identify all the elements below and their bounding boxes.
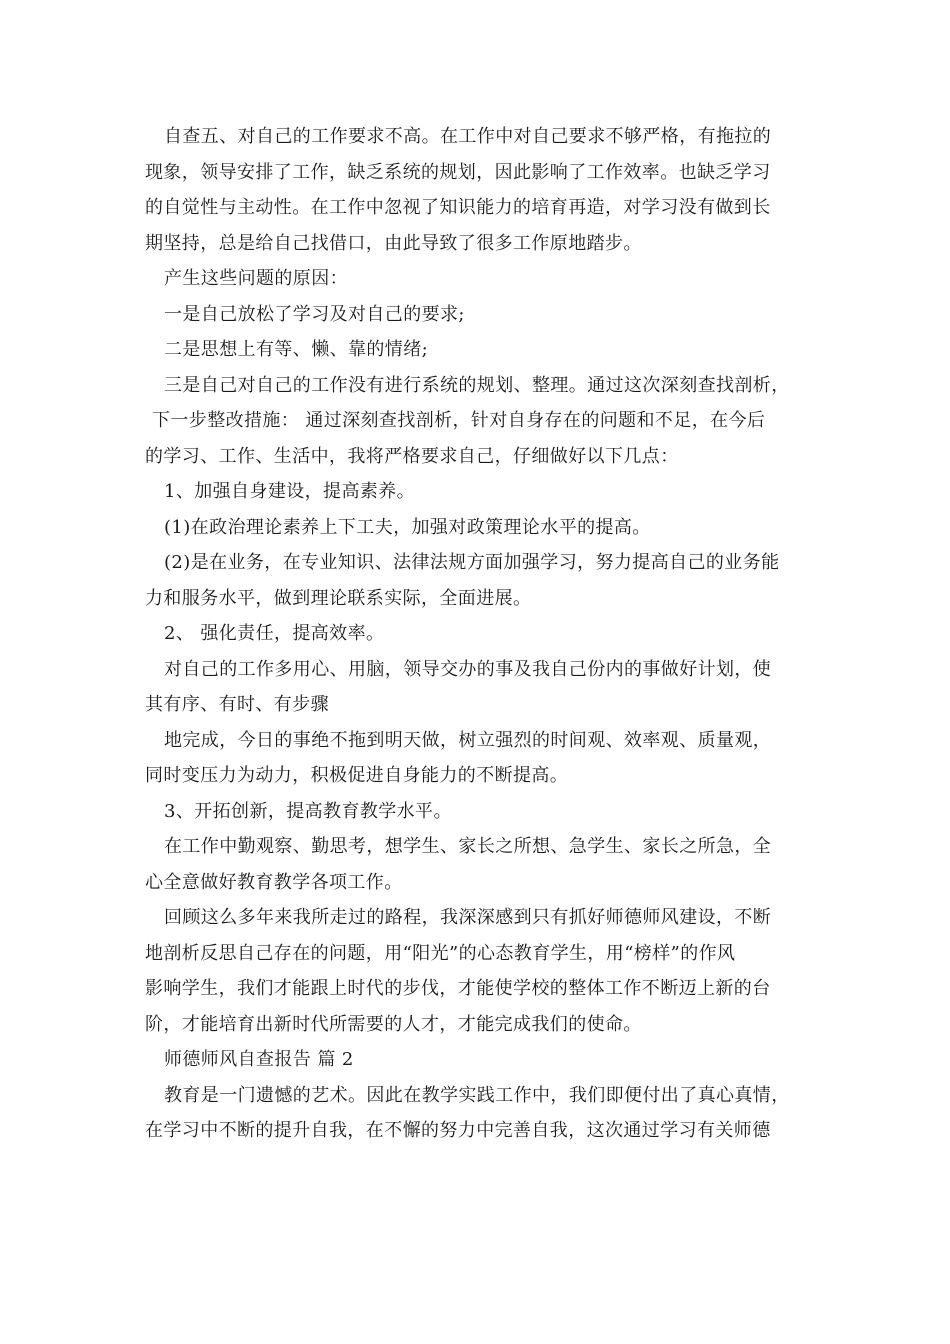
text-line: 的自觉性与主动性。在工作中忽视了知识能力的培育再造，对学习没有做到长 [145, 197, 771, 218]
document-body [145, 119, 805, 1149]
text-line: 二是思想上有等、懒、靠的情绪; [164, 339, 429, 360]
text-line: 在学习中不断的提升自我，在不懈的努力中完善自我，这次通过学习有关师德 [145, 1120, 771, 1141]
text-line: 下一步整改措施： 通过深刻查找剖析，针对自身存在的问题和不足，在今后 [152, 410, 766, 431]
text-line: 师德师风自查报告 篇 2 [164, 1049, 354, 1070]
text-line: (2)是在业务，在专业知识、法律法规方面加强学习，努力提高自己的业务能 [164, 552, 780, 573]
text-line: 自查五、对自己的工作要求不高。在工作中对自己要求不够严格，有拖拉的 [164, 126, 772, 147]
text-line: 心全意做好教育教学各项工作。 [145, 871, 403, 893]
text-line: 对自己的工作多用心、用脑，领导交办的事及我自己份内的事做好计划，使 [164, 658, 772, 680]
text-line: 同时变压力为动力，积极促进自身能力的不断提高。 [145, 765, 569, 786]
text-line: 回顾这么多年来我所走过的路程，我深深感到只有抓好师德师风建设，不断 [164, 907, 772, 928]
text-line: (1)在政治理论素养上下工夫，加强对政策理论水平的提高。 [164, 516, 651, 538]
text-line: 影响学生，我们才能跟上时代的步伐，才能使学校的整体工作不断迈上新的台 [145, 978, 771, 999]
text-line: 期坚持，总是给自己找借口，由此导致了很多工作原地踏步。 [145, 232, 642, 254]
text-line: 地完成，今日的事绝不拖到明天做，树立强烈的时间观、效率观、质量观， [164, 729, 772, 751]
text-line: 2、 强化责任，提高效率。 [164, 623, 385, 644]
text-line: 其有序、有时、有步骤 [145, 694, 329, 715]
text-line: 在工作中勤观察、勤思考，想学生、家长之所想、急学生、家长之所急，全 [164, 836, 772, 857]
text-line: 教育是一门遗憾的艺术。因此在教学实践工作中，我们即便付出了真心真情， [164, 1084, 790, 1106]
text-line: 1、加强自身建设，提高素养。 [164, 481, 416, 502]
text-line: 一是自己放松了学习及对自己的要求; [164, 303, 465, 325]
text-line: 地剖析反思自己存在的问题，用“阳光”的心态教育学生，用“榜样”的作风 [145, 942, 736, 964]
text-line: 的学习、工作、生活中，我将严格要求自己，仔细做好以下几点： [145, 445, 679, 467]
text-line: 3、开拓创新，提高教育教学水平。 [164, 800, 452, 822]
text-line: 力和服务水平，做到理论联系实际，全面进展。 [145, 587, 532, 609]
text-line: 三是自己对自己的工作没有进行系统的规划、整理。通过这次深刻查找剖析， [164, 374, 790, 396]
text-line: 产生这些问题的原因： [164, 268, 348, 289]
text-line: 现象，领导安排了工作，缺乏系统的规划，因此影响了工作效率。也缺乏学习 [145, 161, 771, 183]
text-line: 阶，才能培育出新时代所需要的人才，才能完成我们的使命。 [145, 1013, 642, 1035]
